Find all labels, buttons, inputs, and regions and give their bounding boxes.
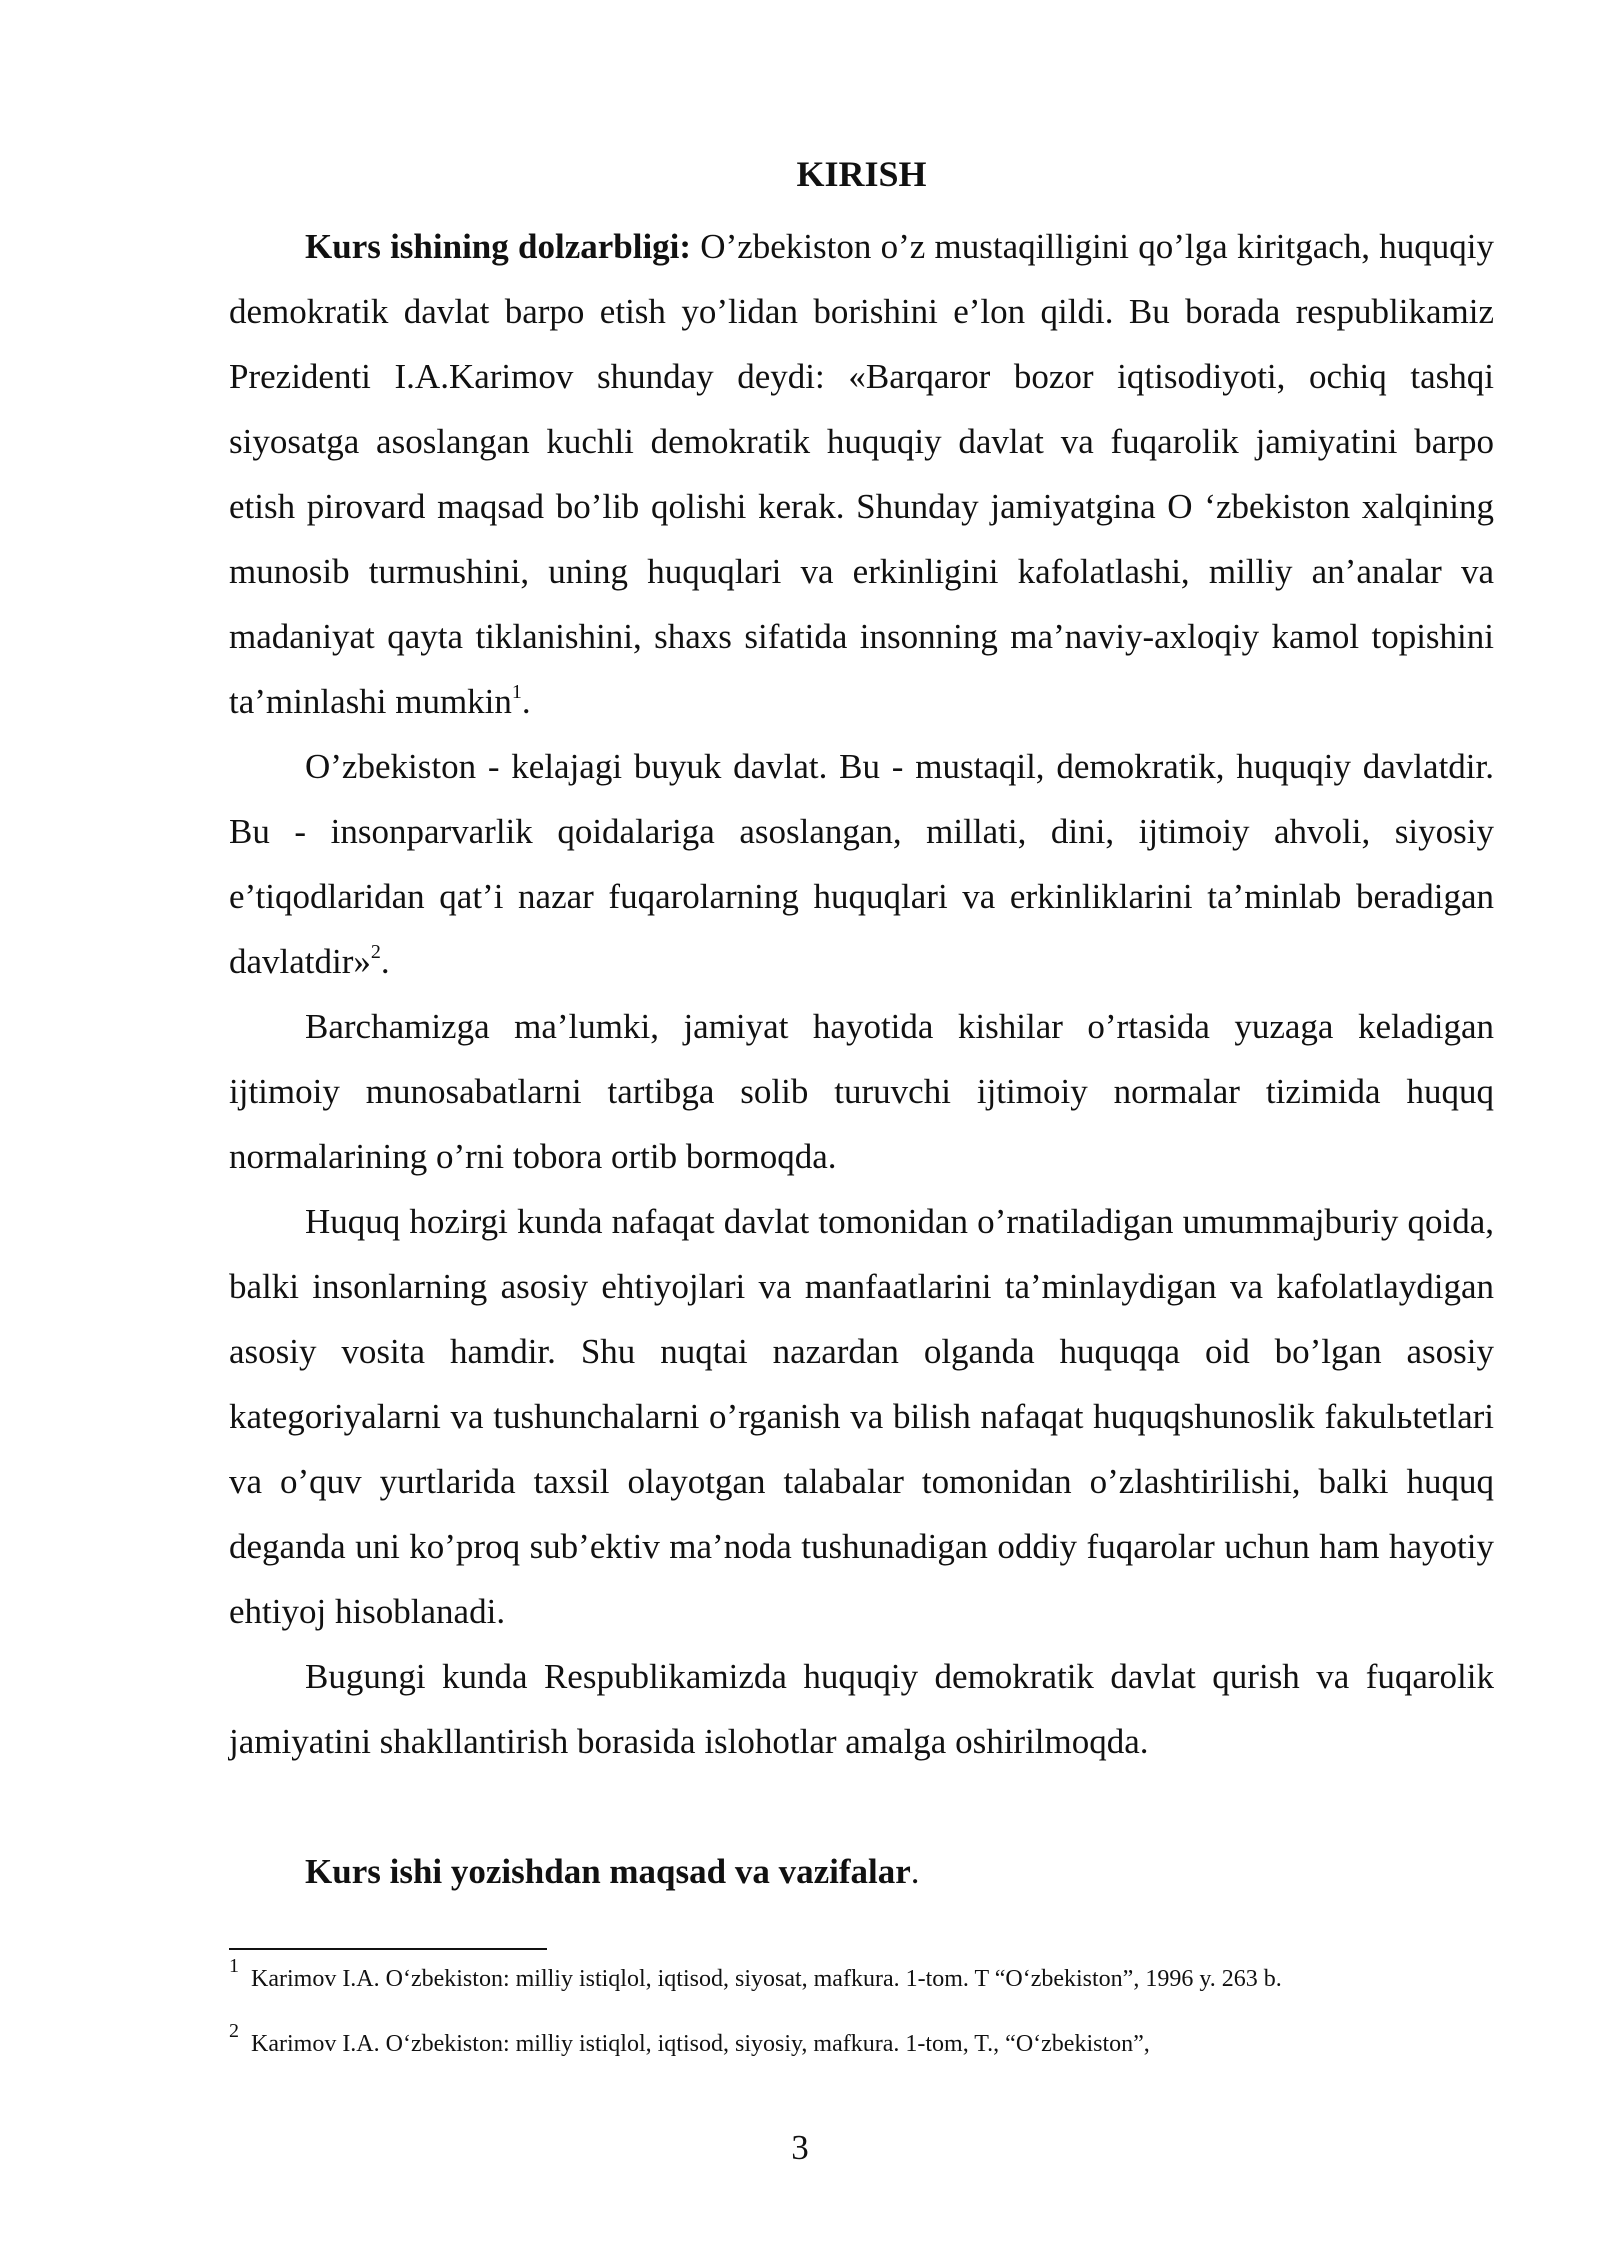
goals-heading-label: Kurs ishi yozishdan maqsad va vazifalar bbox=[305, 1852, 911, 1891]
paragraph-law-today: Huquq hozirgi kunda nafaqat davlat tomonidan o’rnatiladigan umummajburiy qoida, balki insonlarning asosiy ehtiyojlari va manfaatlarini ta’minlaydigan va kafolatlaydigan asosiy vosita hamdir. Shu nuqtai nazardan olganda huquqqa oid bo’lgan asosiy kategoriyalarni va tushunchalarni o’rganish va bilish nafaqat huquqshunoslik fakulьtetlari va o’quv yurtlarida taxsil olayotgan talabalar tomonidan o’zlashtirilishi, balki huquq deganda uni ko’proq sub’ektiv ma’noda tushunadigan oddiy fuqarolar uchun ham hayotiy ehtiyoj hisoblanadi. bbox=[229, 1202, 1494, 1631]
spacer bbox=[229, 1774, 1494, 1839]
footnote-text: Karimov I.A. O‘zbekiston: milliy istiqlol, iqtisod, siyosiy, mafkura. 1-tom, T., “O‘zbekiston”, bbox=[251, 2031, 1150, 2057]
section-heading: KIRISH bbox=[796, 154, 927, 194]
paragraph-social-norms: Barchamizga ma’lumki, jamiyat hayotida kishilar o’rtasida yuzaga keladigan ijtimoiy munosabatlarni tartibga solib turuvchi ijtimoiy normalar tizimida huquq normalarining o’rni tobora ortib bormoqda. bbox=[229, 1007, 1494, 1176]
paragraph-end: . bbox=[521, 682, 531, 721]
footnote-mark: 2 bbox=[229, 2020, 239, 2042]
goals-heading-period: . bbox=[910, 1852, 920, 1891]
relevance-label: Kurs ishining dolzarbligi: bbox=[305, 227, 692, 266]
paragraph-text: O’zbekiston - kelajagi buyuk davlat. Bu - mustaqil, demokratik, huquqiy davlatdir. Bu - insonparvarlik qoidalariga asoslangan, millati, dini, ijtimoiy ahvoli, siyosiy e’tiqodlaridan qat’i nazar fuqarolarning huquqlari va erkinliklarini ta’minlab beradigan davlatdir» bbox=[229, 747, 1494, 981]
footnote-2 bbox=[229, 2020, 1494, 2059]
footnote-ref-1: 1 bbox=[511, 681, 522, 703]
page-content bbox=[229, 152, 1494, 1904]
page-number: 3 bbox=[791, 2128, 809, 2167]
goals-heading bbox=[229, 1839, 1494, 1904]
footnote-ref-2: 2 bbox=[370, 941, 381, 963]
paragraph-end: . bbox=[380, 942, 390, 981]
footnote-text: Karimov I.A. O‘zbekiston: milliy istiqlol, iqtisod, siyosat, mafkura. 1-tom. T “O‘zbekiston”, 1996 y. 263 b. bbox=[251, 1966, 1282, 1992]
footnote-1 bbox=[229, 1955, 1494, 1994]
footnote-separator bbox=[229, 1948, 547, 1950]
footnote-mark: 1 bbox=[229, 1955, 239, 1977]
paragraph-uzbekistan bbox=[229, 734, 1494, 994]
paragraph-text: O’zbekiston o’z mustaqilligini qo’lga kiritgach, huquqiy demokratik davlat barpo etish yo’lidan borishini e’lon qildi. Bu borada respublikamiz Prezidenti I.A.Karimov shunday deydi: «Barqaror bozor iqtisodiyoti, ochiq tashqi siyosatga asoslangan kuchli demokratik huquqiy davlat va fuqarolik jamiyatini barpo etish pirovard maqsad bo’lib qolishi kerak. Shunday jamiyatgina O ‘zbekiston xalqining munosib turmushini, uning huquqlari va erkinligini kafolatlashi, milliy an’analar va madaniyat qayta tiklanishini, shaxs sifatida insonning ma’naviy-axloqiy kamol topishini ta’minlashi mumkin bbox=[229, 227, 1494, 721]
paragraph-relevance bbox=[229, 214, 1494, 734]
paragraph-reforms: Bugungi kunda Respublikamizda huquqiy demokratik davlat qurish va fuqarolik jamiyatini shakllantirish borasida islohotlar amalga oshirilmoqda. bbox=[229, 1657, 1494, 1761]
